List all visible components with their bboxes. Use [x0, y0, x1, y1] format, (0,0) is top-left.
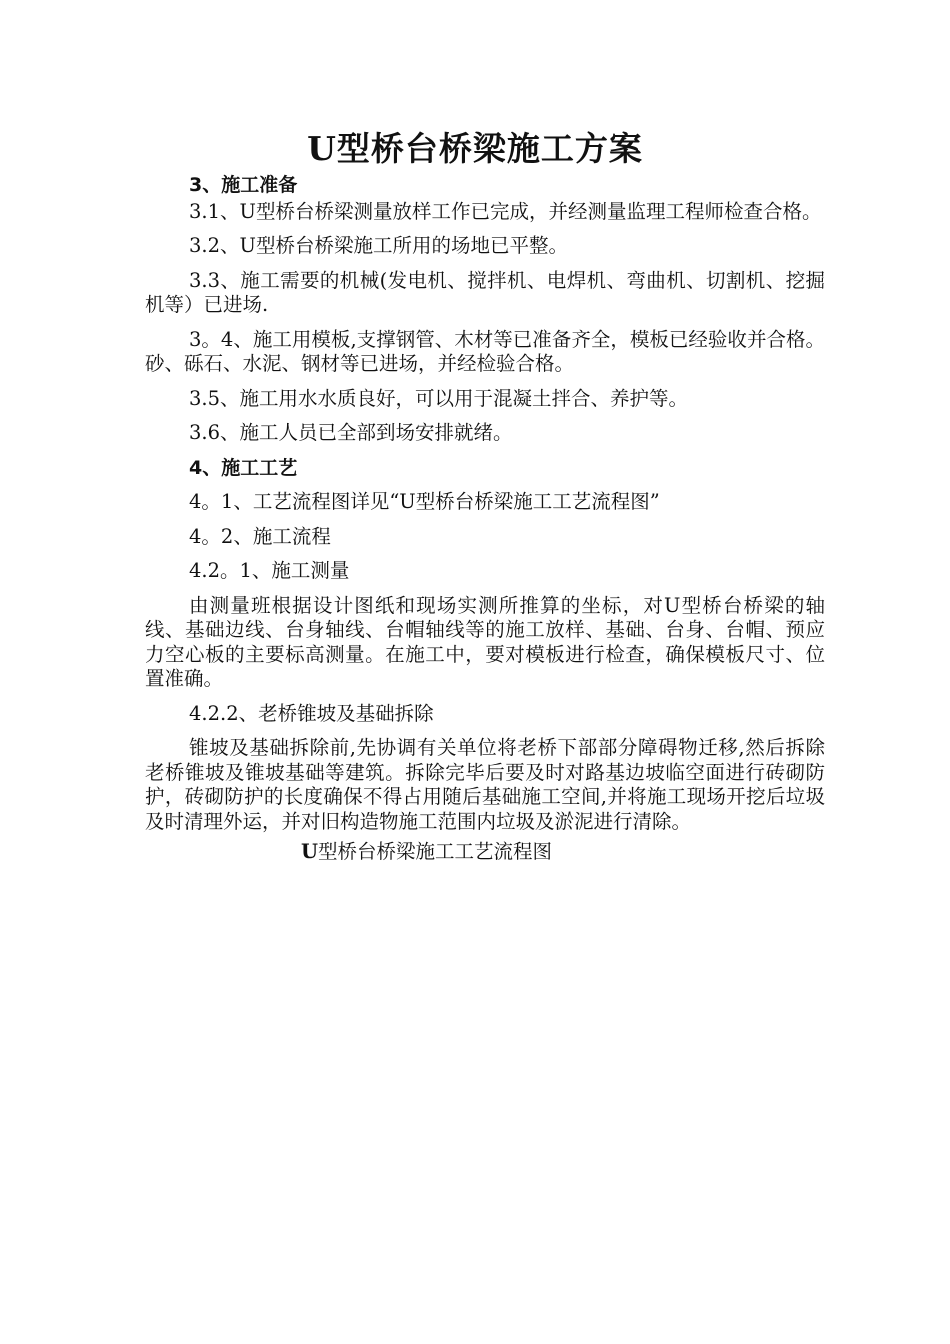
paragraph-4-2-2: 4.2.2、老桥锥坡及基础拆除 — [189, 701, 434, 725]
caption-text: 型桥台桥梁施工工艺流程图 — [318, 840, 553, 863]
paragraph-3-5: 3.5、施工用水水质良好，可以用于混凝土拌合、养护等。 — [189, 386, 689, 410]
section-heading-process: 4、施工工艺 — [189, 456, 298, 479]
paragraph-4-2: 4。2、施工流程 — [189, 524, 331, 548]
paragraph-4-2-1: 4.2。1、施工测量 — [189, 559, 350, 582]
flowchart-caption — [145, 840, 825, 865]
document-body — [145, 173, 825, 865]
paragraph-3-6: 3.6、施工人员已全部到场安排就绪。 — [189, 421, 513, 444]
section-heading-preparation: 3、施工准备 — [189, 174, 298, 196]
page-title: U型桥台桥梁施工方案 — [307, 129, 643, 168]
paragraph-3-3: 3.3、施工需要的机械(发电机、搅拌机、电焊机、弯曲机、切割机、挖掘机等）已进场. — [145, 268, 825, 316]
paragraph-4-1: 4。1、工艺流程图详见“U型桥台桥梁施工工艺流程图” — [189, 490, 660, 513]
paragraph-4-2-2-body: 锥坡及基础拆除前,先协调有关单位将老桥下部部分障碍物迁移,然后拆除老桥锥坡及锥坡基础等建筑。拆除完毕后要及时对路基边坡临空面进行砖砌防护，砖砌防护的长度确保不得占用随后基础施工空间,并将施工现场开挖后垃圾及时清理外运，并对旧构造物施工范围内垃圾及淤泥进行清除。 — [145, 736, 825, 833]
paragraph-3-1: 3.1、U型桥台桥梁测量放样工作已完成，并经测量监理工程师检查合格。 — [189, 199, 822, 223]
paragraph-4-2-1-body: 由测量班根据设计图纸和现场实测所推算的坐标，对U型桥台桥梁的轴线、基础边线、台身轴线、台帽轴线等的施工放样、基础、台身、台帽、预应力空心板的主要标高测量。在施工中，要对模板进行检查，确保模板尺寸、位置准确。 — [145, 593, 825, 690]
paragraph-3-2: 3.2、U型桥台桥梁施工所用的场地已平整。 — [189, 234, 568, 257]
paragraph-3-4: 3。4、施工用模板,支撑钢管、木材等已准备齐全，模板已经验收并合格。砂、砾石、水泥、钢材等已进场，并经检验合格。 — [145, 327, 825, 375]
caption-prefix: U — [301, 840, 319, 863]
